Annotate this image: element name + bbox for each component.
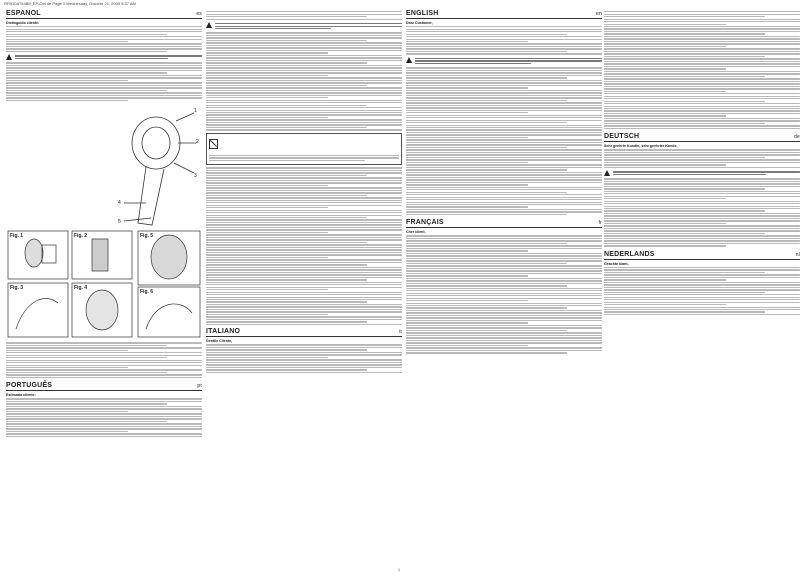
product-illustrations bbox=[6, 103, 202, 341]
lang-code: fr bbox=[598, 220, 602, 227]
callout-5: 5 bbox=[118, 219, 121, 226]
section-subtitle: Dear Customer, bbox=[406, 21, 433, 25]
fig-2-label: Fig. 2 bbox=[74, 233, 88, 240]
section-subtitle: Sehr geehrte Kundin, sehr geehrter Kunde, bbox=[604, 144, 678, 149]
lang-code: pt bbox=[197, 383, 202, 390]
lang-code: de bbox=[794, 134, 800, 141]
fig-6-label: Fig. 6 bbox=[140, 289, 154, 296]
callout-1: 1 bbox=[194, 108, 197, 115]
title-text: DEUTSCH bbox=[604, 133, 640, 141]
title-text: ENGLISH bbox=[406, 10, 439, 17]
section-subtitle: Distinguido cliente: bbox=[6, 21, 40, 25]
lang-code: nl bbox=[795, 251, 800, 258]
warning-icon bbox=[604, 170, 610, 176]
text-block bbox=[604, 149, 800, 246]
fig-4-label: Fig. 4 bbox=[74, 285, 88, 292]
section-subtitle: Estimado cliente: bbox=[6, 393, 36, 398]
column-4 bbox=[604, 10, 800, 568]
page-number: 1 bbox=[398, 567, 401, 572]
column-espanol bbox=[6, 10, 202, 568]
fig-1-label: Fig. 1 bbox=[10, 233, 24, 240]
section-title-en bbox=[406, 10, 602, 19]
section-title-it bbox=[206, 328, 402, 337]
section-subtitle: Cher client, bbox=[406, 230, 426, 235]
fig-5-label: Fig. 5 bbox=[140, 233, 154, 240]
title-text: ESPAÑOL bbox=[6, 10, 41, 17]
text-block bbox=[406, 235, 602, 353]
fig-3-label: Fig. 3 bbox=[10, 285, 24, 292]
warning-icon bbox=[406, 57, 412, 63]
text-block bbox=[406, 26, 602, 215]
section-title-de bbox=[604, 133, 800, 142]
section-title-pt bbox=[6, 382, 202, 391]
section-title-nl bbox=[604, 251, 800, 260]
warning-icon bbox=[206, 22, 212, 28]
callout-3: 3 bbox=[194, 173, 197, 180]
section-title-es bbox=[6, 10, 202, 19]
figure-caption-lines bbox=[6, 342, 202, 378]
title-text: ITALIANO bbox=[206, 328, 241, 336]
section-subtitle: Geachte klant, bbox=[604, 261, 629, 266]
text-block bbox=[206, 344, 402, 373]
warning-icon bbox=[6, 54, 12, 60]
figure-area bbox=[6, 103, 202, 341]
title-text: NEDERLANDS bbox=[604, 250, 655, 258]
text-block bbox=[604, 267, 800, 316]
callout-4: 4 bbox=[118, 200, 121, 207]
text-block bbox=[6, 398, 202, 437]
text-block bbox=[6, 26, 202, 101]
bin-recycle-icon bbox=[209, 139, 218, 149]
recycling-notice bbox=[206, 133, 402, 166]
column-2 bbox=[206, 10, 402, 568]
text-block bbox=[206, 11, 402, 325]
callout-2: 2 bbox=[196, 139, 199, 146]
lang-code: en bbox=[596, 11, 602, 17]
print-header: RFB10AT54B9_EP-Oct 4e Page 1 Wednesday, October 21, 2009 5:37 AM bbox=[4, 1, 136, 6]
section-title-fr bbox=[406, 219, 602, 228]
title-text: FRANÇAIS bbox=[406, 219, 444, 227]
section-subtitle: Gentile Cliente, bbox=[206, 339, 233, 344]
lang-code: it bbox=[399, 329, 402, 336]
text-block bbox=[604, 11, 800, 129]
title-text: PORTUGUÊS bbox=[6, 382, 53, 390]
column-english bbox=[406, 10, 602, 568]
lang-code: es bbox=[196, 11, 202, 17]
